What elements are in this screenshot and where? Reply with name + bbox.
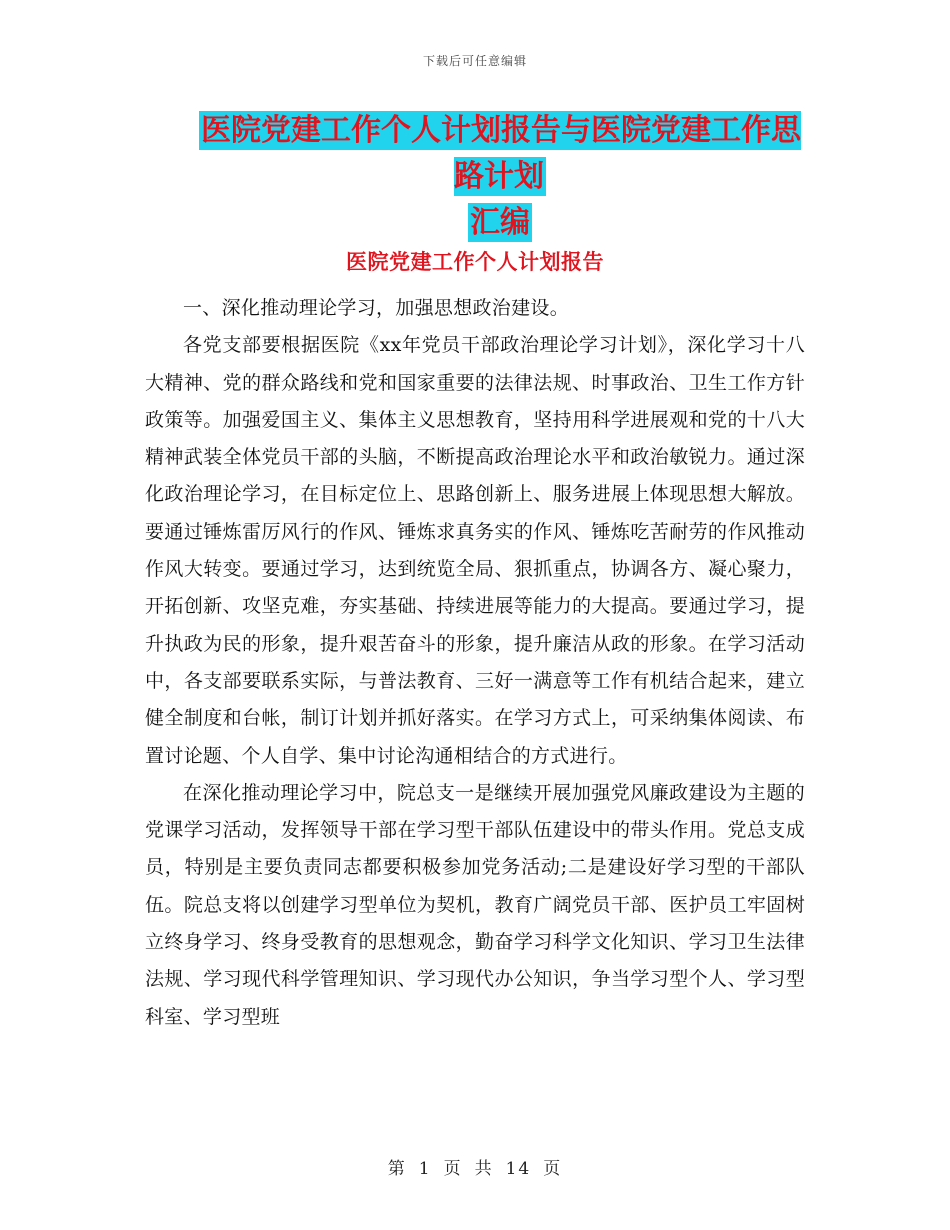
footer-suffix: 页 — [543, 1159, 563, 1179]
total-pages: 14 — [505, 1159, 532, 1179]
document-title — [190, 108, 810, 246]
title-line-1: 医院党建工作个人计划报告与医院党建工作思路计划 — [201, 113, 801, 194]
section-title: 医院党建工作个人计划报告 — [346, 250, 604, 274]
body-text — [145, 290, 805, 1036]
paragraph: 各党支部要根据医院《xx年党员干部政治理论学习计划》，深化学习十八大精神、党的群众路线和党和国家重要的法律法规、时事政治、卫生工作方针政策等。加强爱国主义、集体主义思想教育，坚持用科学进展观和党的十八大精神武装全体党员干部的头脑，不断提高政治理论水平和政治敏锐力。通过深化政治理论学习，在目标定位上、思路创新上、服务进展上体现思想大解放。要通过锤炼雷厉风行的作风、锤炼求真务实的作风、锤炼吃苦耐劳的作风推动作风大转变。要通过学习，达到统览全局、狠抓重点，协调各方、凝心聚力，开拓创新、攻坚克难，夯实基础、持续进展等能力的大提高。要通过学习，提升执政为民的形象，提升艰苦奋斗的形象，提升廉洁从政的形象。在学习活动中，各支部要联系实际，与普法教育、三好一满意等工作有机结合起来，建立健全制度和台帐，制订计划并抓好落实。在学习方式上，可采纳集体阅读、布置讨论题、个人自学、集中讨论沟通相结合的方式进行。 — [145, 334, 805, 767]
page-number: 1 — [418, 1159, 432, 1179]
footer-total-word: 共 — [474, 1159, 494, 1179]
footer-page-word: 页 — [443, 1159, 463, 1179]
page-footer — [0, 1154, 950, 1179]
header-note: 下载后可任意编辑 — [422, 54, 527, 68]
title-line-2: 汇编 — [470, 205, 530, 240]
paragraph-heading: 一、深化推动理论学习，加强思想政治建设。 — [183, 297, 570, 319]
footer-prefix: 第 — [387, 1159, 407, 1179]
paragraph: 在深化推动理论学习中，院总支一是继续开展加强党风廉政建设为主题的党课学习活动，发挥领导干部在学习型干部队伍建设中的带头作用。党总支成员，特别是主要负责同志都要积极参加党务活动;二是建设好学习型的干部队伍。院总支将以创建学习型单位为契机，教育广阔党员干部、医护员工牢固树立终身学习、终身受教育的思想观念，勤奋学习科学文化知识、学习卫生法律法规、学习现代科学管理知识、学习现代办公知识，争当学习型个人、学习型科室、学习型班 — [145, 781, 805, 1028]
